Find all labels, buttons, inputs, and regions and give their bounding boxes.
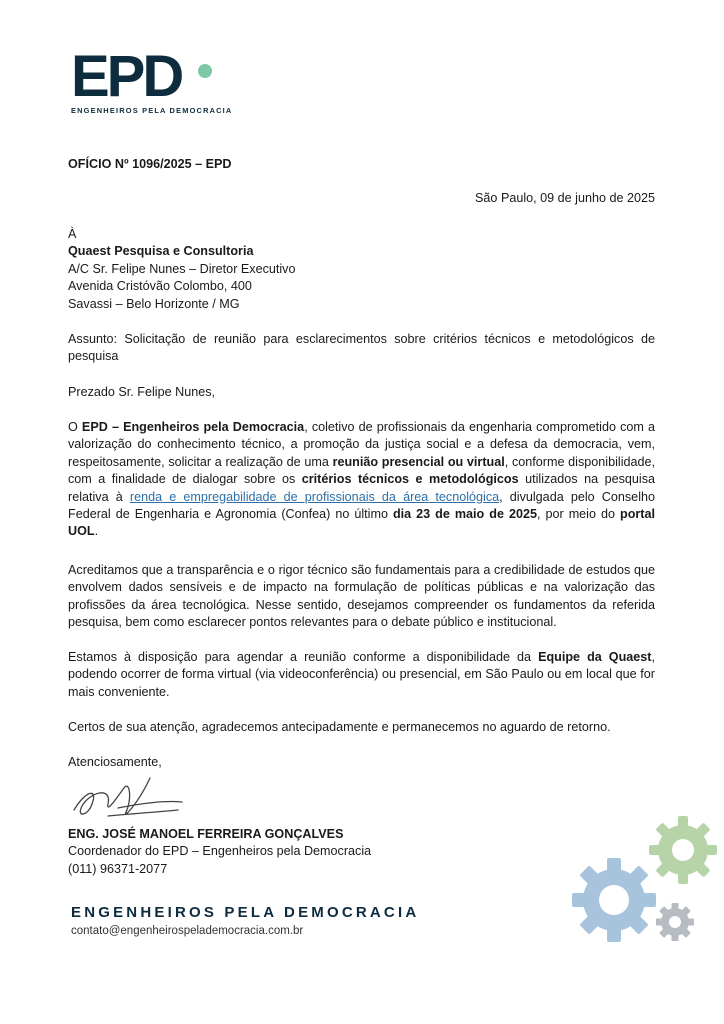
p1-text: O [68,420,82,434]
p1-date: dia 23 de maio de 2025 [392,507,537,522]
recipient-street: Avenida Cristóvão Colombo, 400 [68,279,252,293]
signature-scribble [68,770,188,830]
p1-criteria: critérios técnicos e metodológicos [301,472,519,487]
epd-logo-mark [71,50,231,102]
p1-portal: portal UOL [68,507,655,539]
signer-role: Coordenador do EPD – Engenheiros pela Democracia [68,844,372,858]
p1-text: utilizados na pesquisa relativa à [68,472,656,504]
footer-brand: ENGENHEIROS PELA DEMOCRACIA [71,904,420,921]
recipient-city: Savassi – Belo Horizonte / MG [68,297,240,311]
survey-link[interactable]: renda e empregabilidade de profissionais da área tecnológica [129,489,500,504]
logo-letters: EPD [71,50,182,102]
closing: Atenciosamente, [68,755,162,769]
signer-phone: (011) 96371-2077 [68,862,168,876]
p1-text: . [94,524,99,539]
gear-icon [572,858,656,942]
p1-org-name: EPD – Engenheiros pela Democracia [81,420,305,434]
p1-text: , coletivo de profissionais da engenharia comprometido com a valorização do conhecimento técnico, a promoção da justiça social e a defesa da democracia, vem, respeitosamente, solicitar a realização de uma [68,420,656,469]
p3-text: Estamos à disposição para agendar a reunião conforme a disponibilidade da [68,650,539,664]
paragraph-request [68,419,655,541]
paragraph-transparency: Acreditamos que a transparência e o rigor técnico são fundamentais para a credibilidade de estudos que envolvem dados sensíveis e de impacto na formulação de políticas públicas e na valorização das profissões da área tecnológica. Nesse sentido, desejamos compreender os fundamentos da referida pesquisa, bem como esclarecer pontos relevantes para o debate público e institucional. [68,563,655,630]
p3-text: , podendo ocorrer de forma virtual (via videoconferência) ou presencial, em São Paulo ou em local que for mais conveniente. [68,650,656,699]
p1-text: , divulgada pelo Conselho Federal de Engenharia e Agronomia (Confea) no último [68,489,655,522]
p1-text: , por meio do [536,507,620,522]
signer-name: ENG. JOSÉ MANOEL FERREIRA GONÇALVES [68,827,344,841]
epd-logo [71,50,231,120]
recipient-attention: A/C Sr. Felipe Nunes – Diretor Executivo [68,262,296,276]
p1-text: , conforme disponibilidade, com a finalidade de dialogar sobre os [68,454,656,487]
logo-dot [198,64,212,78]
subject-line: Assunto: Solicitação de reunião para esclarecimentos sobre critérios técnicos e metodológicos de pesquisa [68,332,655,364]
paragraph-thanks: Certos de sua atenção, agradecemos antecipadamente e permanecemos no aguardo de retorno. [68,720,611,734]
oficio-number: OFÍCIO Nº 1096/2025 – EPD [68,157,232,171]
logo-subtitle: ENGENHEIROS PELA DEMOCRACIA [71,106,233,115]
greeting: Prezado Sr. Felipe Nunes, [68,385,216,399]
gear-icon [656,903,694,941]
p3-team: Equipe da Quaest [538,650,652,664]
letter-date: São Paulo, 09 de junho de 2025 [475,191,655,205]
gears-decoration [570,812,724,952]
gear-icon [649,816,717,884]
recipient-company: Quaest Pesquisa e Consultoria [68,244,254,258]
recipient-prefix: À [68,227,77,241]
p1-meeting-type: reunião presencial ou virtual [332,454,505,469]
footer-email[interactable]: contato@engenheirospelademocracia.com.br [71,925,304,937]
paragraph-availability [68,649,655,701]
